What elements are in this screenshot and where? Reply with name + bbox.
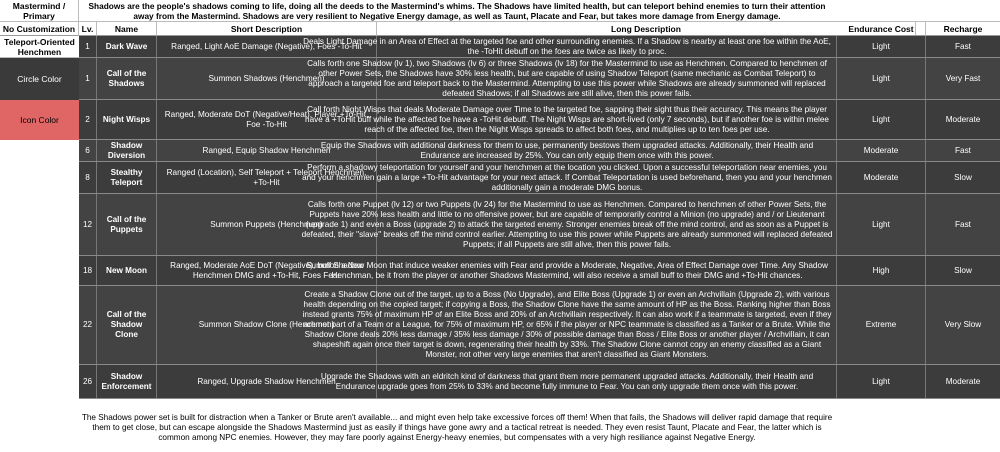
cell-lv: 1 <box>79 58 97 99</box>
sheet-title: Mastermind / Primary <box>0 0 79 22</box>
cell-lv: 2 <box>79 100 97 139</box>
col-name[interactable]: Name <box>97 22 157 36</box>
cell-endurance: Light <box>837 365 926 398</box>
col-customization[interactable]: No Customization <box>0 22 79 36</box>
header-blank-cell[interactable] <box>835 0 1000 22</box>
cell-endurance: Moderate <box>837 162 926 193</box>
cell-short: Ranged, Equip Shadow Henchmen <box>157 140 377 161</box>
cell-endurance: Light <box>837 58 926 99</box>
cell-endurance: Extreme <box>837 286 926 364</box>
cell-recharge: Very Fast <box>945 73 981 83</box>
cell-recharge: Moderate <box>945 376 981 386</box>
cell-long: Calls forth one Shadow (lv 1), two Shadows (lv 6) or three Shadows (lv 18) for the Mastermind to use as Henchmen. Compared to henchmen of other Power Sets, the Shadows have 30% less health, but are capable of using Shadow Teleport (same mechanic as Combat Teleport) to approach a targeted foe and teleport back to the Mastermind. Attempting to use this power while Shadows are already summoned will replaced defeated Shadows; if all Shadows are still alive, then this power fails. <box>298 58 837 99</box>
intro-text: Shadows are the people's shadows coming to life, doing all the deeds to the Mastermind's whims. The Shadows have limited health, but can teleport behind enemies to turn their attention away from the Mastermind. Shadows are very resilient to Negative Energy damage, as well as Taunt, Placate and Fear, but takes more damage from Energy damage. <box>79 0 835 22</box>
table-row[interactable] <box>79 162 1000 194</box>
col-endurance[interactable]: Endurance Cost <box>837 22 926 36</box>
spacer-row <box>79 399 1000 411</box>
table-row[interactable] <box>79 286 1000 365</box>
cell-name: Call of the Puppets <box>97 194 157 255</box>
cell-recharge: Fast <box>955 145 971 155</box>
cell-long: Create a Shadow Clone out of the target, up to a Boss (No Upgrade), and Elite Boss (Upgrade 1) or even an Archvillain (Upgrade 2), with various health depending on the copied target; if copying a Boss, the Shadow Clone have the same amount of HP as the Boss. Ranking higher than Boss instead grants 75% of maximum HP of an Elite Boss and 20% of an Archvillain respectively. It can also work if a teammate is targeted, even if they are not part of a Team or a League, for 75% of maximum HP, or 65% if the player or NPC teammate is classified as a Tanker or a Brute. While the Shadow Clone deals 20% less damage / 35% less damage / 30% of possible damage than Boss / Elite Boss or another player / Archvillain, it can shapeshift again once their target is down, regenerating their health by 33%. The Shadow Clone cannot copy an enemy classified as a Giant Monster, not other very large enemies that aren't classified as Giant Monsters. <box>298 286 837 364</box>
cell-lv: 12 <box>79 194 97 255</box>
cell-name: New Moon <box>97 256 157 285</box>
cell-recharge: Moderate <box>945 114 981 124</box>
table-row[interactable] <box>79 36 1000 58</box>
table-row[interactable] <box>79 256 1000 286</box>
table-row[interactable] <box>79 140 1000 162</box>
cell-endurance: High <box>837 256 926 285</box>
cell-long: Call forth Night Wisps that deals Moderate Damage over Time to the targeted foe, sapping their sight thus their accuracy. This means the player have a +ToHit buff while the affected foe have a -ToHit debuff. The Night Wisps are short-lived (only 7 seconds), but if another foe is within melee reach of the affected foe, then the Night Wisps spreads to affect both foes, and multiplies up to ten foes per use. <box>298 100 837 139</box>
cell-recharge: Very Slow <box>944 320 982 329</box>
header-row <box>0 0 1000 22</box>
cell-name: Stealthy Teleport <box>97 162 157 193</box>
cell-name: Dark Wave <box>97 36 157 57</box>
cell-recharge: Slow <box>954 172 972 182</box>
cell-recharge: Fast <box>955 219 971 229</box>
cell-endurance: Light <box>837 194 926 255</box>
cell-lv: 22 <box>79 286 97 364</box>
cell-short: Ranged (Location), Self Teleport + Teleport Henchmen, +To-Hit <box>157 162 377 193</box>
cell-lv: 8 <box>79 162 97 193</box>
cell-recharge: Slow <box>954 265 972 275</box>
cell-long: Summon a New Moon that induce weaker enemies with Fear and provide a Moderate, Negative, Area of Effect Damage over Time. Any Shadow Henchman, be it from the player or another Shadows Mastermind, will also receive a small buff to their DMG and +To-Hit chances. <box>298 256 837 285</box>
cell-short: Ranged, Light AoE Damage (Negative), Foes -To-Hit <box>157 36 377 57</box>
cell-name: Call of the Shadow Clone <box>97 286 157 364</box>
cell-short: Ranged, Moderate AoE DoT (Negative), buff Shadow Henchmen DMG and +To-Hit, Foes Fear <box>157 256 377 285</box>
cell-short: Ranged, Upgrade Shadow Henchmen <box>157 365 377 398</box>
cell-short: Summon Shadow Clone (Henchmen) <box>157 286 377 364</box>
footer-notes: The Shadows power set is built for distraction when a Tanker or Brute aren't available... and might even help take excessive forces off them! When that fails, the Shadows will deliver rapid damage that require them to get close, but can escape alongside the Shadows Mastermind just as easily if things have gone awry and a tactical retreat is needed. They even resist Taunt, Placate and Fear, the latter which is common among NPC enemies. However, they may fare poorly against Energy-heavy enemies, but compensates with a very high resiliance against Negative Energy. <box>81 413 833 442</box>
cell-name: Shadow Enforcement <box>97 365 157 398</box>
cell-short: Ranged, Moderate DoT (Negative/Heat), Player +To-Hit, Foe -To-Hit <box>157 100 377 139</box>
cell-long: Equip the Shadows with additional darkness for them to use, permanently bestows them upgraded attacks. Additionally, their Health and Endurance are increased by 25%. You can only equip them once with this power. <box>298 140 837 161</box>
cell-long: Deals Light Damage in an Area of Effect at the targeted foe and other surrounding enemies. If a Shadow is nearby at least one foe within the AoE, the -ToHit debuff on the foes are twice as likely to proc. <box>298 36 837 57</box>
cell-endurance: Light <box>837 36 926 57</box>
cell-long: Upgrade the Shadows with an eldritch kind of darkness that grant them more permanent upgraded attacks. Additionally, their Health and Endurance upgrade goes from 25% to 33% and become fully immune to Fear. You can only upgrade them once with this power. <box>298 365 837 398</box>
cell-long: Perform a shadowy teleportation for yourself and your henchmen at the location you clicked. Upon a successful teleportation near enemies, you and your henchmen gain a large +To-Hit advantage for your next attack. If Combat Teleportation is used beforehand, then you and your henchmen additionally gain a moderate DMG bonus. <box>298 162 837 193</box>
cell-recharge: Fast <box>955 41 971 51</box>
cell-long: Calls forth one Puppet (lv 12) or two Puppets (lv 24) for the Mastermind to use as Henchmen. Compared to henchmen of other Power Sets, the Puppets have 20% less health and little to no offensive power, but are capable of temporarily control a Minion (no upgrade) and / or Lieutenant (upgrade 1) and even a Boss (upgrade 2) to attack the targeted enemy. Stronger enemies break off the mind control, and as soon as a Puppet is defeated, their "slave" breaks off the mind control earlier. Attempting to use this power while Puppets are already summoned will replaced defeated Puppets; if all Puppets are still alive, then this power fails. <box>298 194 837 255</box>
column-header-row <box>0 22 1000 36</box>
cell-lv: 18 <box>79 256 97 285</box>
col-short[interactable]: Short Description <box>157 22 377 36</box>
legend-icon-color[interactable]: Icon Color <box>0 100 79 140</box>
legend-teleport[interactable]: Teleport-Oriented Henchmen <box>0 36 79 58</box>
cell-endurance: Light <box>837 100 926 139</box>
cell-name: Night Wisps <box>97 100 157 139</box>
table-row[interactable] <box>79 100 1000 140</box>
col-recharge[interactable]: Recharge <box>926 22 1000 36</box>
cell-lv: 26 <box>79 365 97 398</box>
cell-endurance: Moderate <box>837 140 926 161</box>
cell-short: Summon Shadows (Henchmen) <box>157 58 377 99</box>
col-lv[interactable]: Lv. <box>79 22 97 36</box>
col-long[interactable]: Long Description <box>377 22 916 36</box>
cell-short: Summon Puppets (Henchmen) <box>157 194 377 255</box>
cell-name: Call of the Shadows <box>97 58 157 99</box>
table-row[interactable] <box>79 194 1000 256</box>
table-row[interactable] <box>79 58 1000 100</box>
legend-circle-color[interactable]: Circle Color <box>0 58 79 100</box>
cell-lv: 6 <box>79 140 97 161</box>
table-row[interactable] <box>79 365 1000 399</box>
cell-name: Shadow Diversion <box>97 140 157 161</box>
cell-lv: 1 <box>79 36 97 57</box>
